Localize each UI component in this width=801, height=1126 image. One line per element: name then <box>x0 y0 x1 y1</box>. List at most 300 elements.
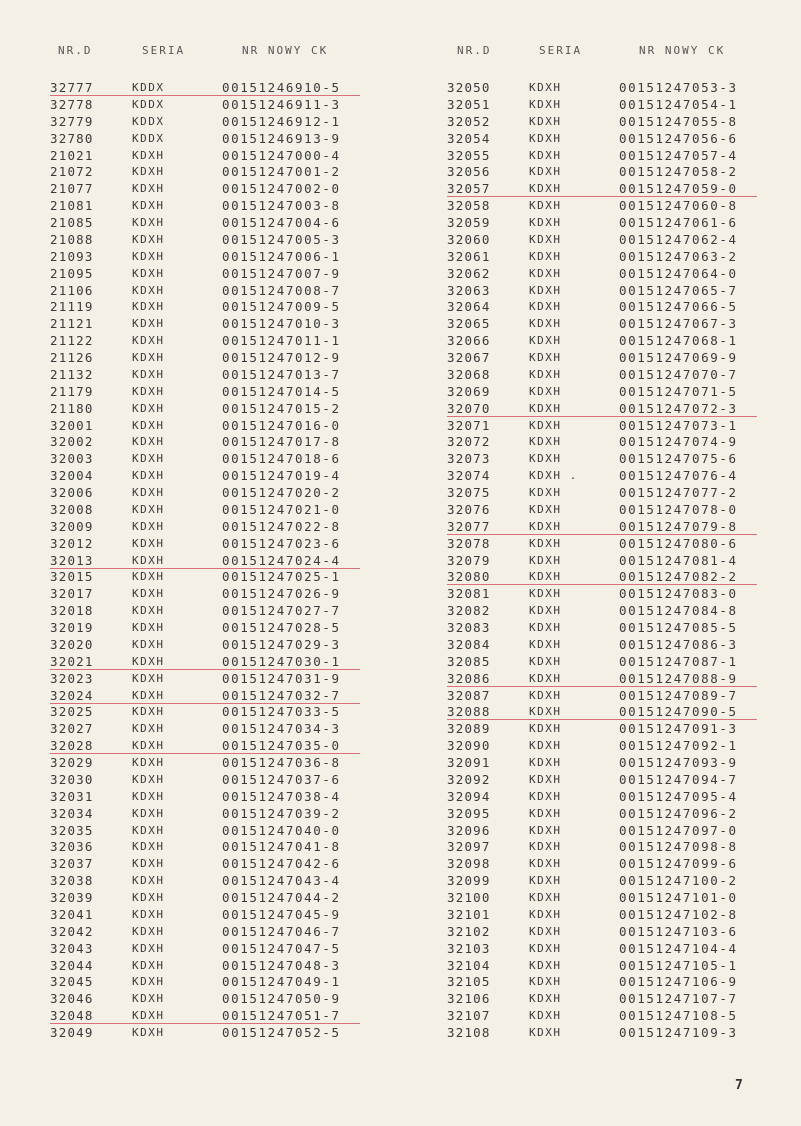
series-code: KDXH <box>132 384 165 398</box>
new-ck-number: 00151247107-7 <box>619 991 738 1007</box>
new-ck-number: 00151247063-2 <box>619 248 738 264</box>
new-ck-number: 00151247004-6 <box>222 215 341 230</box>
record-number: 32008 <box>50 501 94 517</box>
record-number: 32105 <box>447 974 491 990</box>
series-code: KDXH <box>529 216 562 229</box>
record-number: 32060 <box>447 231 491 247</box>
series-code: KDXH <box>529 654 562 668</box>
series-code: KDXH <box>132 519 165 533</box>
new-ck-number: 00151247103-6 <box>619 923 738 939</box>
record-number: 32070 <box>447 400 491 416</box>
record-number: 21081 <box>50 198 94 214</box>
new-ck-number: 00151247038-4 <box>222 788 341 804</box>
series-code: KDXH <box>529 384 562 398</box>
record-number: 32086 <box>447 670 491 686</box>
new-ck-number: 00151247013-7 <box>222 366 341 382</box>
series-code: KDXH <box>529 924 562 938</box>
new-ck-number: 00151247000-4 <box>222 147 341 163</box>
new-ck-number: 00151247064-0 <box>619 265 738 281</box>
record-number: 32009 <box>50 518 94 534</box>
record-number: 32064 <box>447 299 491 315</box>
record-number: 32012 <box>50 535 94 551</box>
series-code: KDXH <box>132 334 165 348</box>
new-ck-number: 00151247046-7 <box>222 923 341 939</box>
series-code: KDXH <box>132 199 165 213</box>
series-code: KDXH <box>132 1026 165 1039</box>
record-number: 32029 <box>50 755 94 770</box>
record-number: 32088 <box>447 704 491 720</box>
series-code: KDXH <box>132 401 165 415</box>
series-code: KDXH <box>529 182 562 196</box>
new-ck-number: 00151247068-1 <box>619 333 738 349</box>
record-number: 21132 <box>50 366 94 382</box>
new-ck-number: 00151247062-4 <box>619 231 738 247</box>
series-code: KDXH <box>132 857 165 871</box>
new-ck-number: 00151247073-1 <box>619 417 738 433</box>
new-ck-number: 00151247104-4 <box>619 940 738 956</box>
series-code: KDXH <box>132 418 165 432</box>
series-code: KDXH <box>132 941 165 955</box>
series-code: KDXH <box>529 131 562 145</box>
series-code: KDXH <box>132 891 165 904</box>
series-code: KDXH <box>132 705 165 719</box>
record-number: 32074 <box>447 468 491 484</box>
series-code: KDXH <box>132 232 165 246</box>
new-ck-number: 00151247078-0 <box>619 501 738 517</box>
record-number: 32779 <box>50 113 94 129</box>
record-number: 21180 <box>50 400 94 416</box>
new-ck-number: 00151247030-1 <box>222 653 341 669</box>
record-number: 32061 <box>447 248 491 264</box>
series-code: KDDX <box>132 114 165 128</box>
new-ck-number: 00151247072-3 <box>619 400 738 416</box>
new-ck-number: 00151247009-5 <box>222 299 341 315</box>
record-number: 32031 <box>50 788 94 804</box>
series-code: KDXH <box>132 604 165 618</box>
series-code: KDXH <box>529 857 562 871</box>
series-code: KDXH <box>132 486 165 499</box>
record-number: 32075 <box>447 485 491 500</box>
new-ck-number: 00151247001-2 <box>222 164 341 180</box>
new-ck-number: 00151247012-9 <box>222 350 341 365</box>
record-number: 21095 <box>50 265 94 281</box>
header-seria: SERIA <box>539 44 583 57</box>
new-ck-number: 00151247014-5 <box>222 383 341 399</box>
record-number: 32087 <box>447 687 491 703</box>
record-number: 32101 <box>447 906 491 922</box>
series-code: KDXH <box>132 570 165 584</box>
series-code: KDXH <box>529 199 562 213</box>
header-nr: NR.D <box>457 44 492 57</box>
new-ck-number: 00151247023-6 <box>222 535 341 551</box>
new-ck-number: 00151247081-4 <box>619 552 738 568</box>
series-code: KDXH <box>529 232 562 246</box>
series-code: KDXH <box>132 772 165 786</box>
series-code: KDXH <box>529 671 562 685</box>
record-number: 32068 <box>447 366 491 382</box>
record-number: 21179 <box>50 383 94 399</box>
series-code: KDXH <box>132 756 165 769</box>
series-code: KDXH <box>132 992 165 1006</box>
record-number: 32079 <box>447 552 491 568</box>
record-number: 32043 <box>50 940 94 956</box>
new-ck-number: 00151247027-7 <box>222 603 341 619</box>
new-ck-number: 00151247074-9 <box>619 434 738 450</box>
record-number: 32018 <box>50 603 94 619</box>
record-number: 32045 <box>50 974 94 990</box>
series-code: KDXH <box>529 165 562 179</box>
record-number: 21021 <box>50 147 94 163</box>
new-ck-number: 00151247100-2 <box>619 873 738 889</box>
new-ck-number: 00151247106-9 <box>619 974 738 990</box>
record-number: 32035 <box>50 822 94 838</box>
new-ck-number: 00151247040-0 <box>222 822 341 838</box>
record-number: 32037 <box>50 856 94 872</box>
new-ck-number: 00151247084-8 <box>619 603 738 619</box>
new-ck-number: 00151247034-3 <box>222 721 341 737</box>
series-code: KDXH <box>529 1009 562 1023</box>
record-number: 32106 <box>447 991 491 1007</box>
record-number: 21093 <box>50 248 94 264</box>
record-number: 32072 <box>447 434 491 450</box>
new-ck-number: 00151247071-5 <box>619 383 738 399</box>
record-number: 32099 <box>447 873 491 889</box>
record-number: 32002 <box>50 434 94 450</box>
new-ck-number: 00151247086-3 <box>619 636 738 652</box>
new-ck-number: 00151247085-5 <box>619 620 738 635</box>
series-code: KDXH <box>132 688 165 702</box>
new-ck-number: 00151247032-7 <box>222 687 341 703</box>
header-nowy: NR NOWY CK <box>242 44 329 57</box>
record-number: 21072 <box>50 164 94 180</box>
record-number: 32056 <box>447 164 491 180</box>
record-number: 32063 <box>447 282 491 298</box>
record-number: 32078 <box>447 535 491 551</box>
new-ck-number: 00151247087-1 <box>619 653 738 669</box>
new-ck-number: 00151247049-1 <box>222 974 341 990</box>
series-code: KDXH <box>529 621 562 634</box>
record-number: 21077 <box>50 181 94 197</box>
record-number: 32049 <box>50 1025 94 1040</box>
series-code: KDXH <box>529 418 562 432</box>
new-ck-number: 00151247048-3 <box>222 957 341 973</box>
series-code: KDXH <box>529 114 562 128</box>
series-code: KDXH <box>132 823 165 837</box>
series-code: KDXH <box>529 688 562 702</box>
series-code: KDXH <box>529 266 562 280</box>
new-ck-number: 00151247061-6 <box>619 215 738 230</box>
new-ck-number: 00151247008-7 <box>222 282 341 298</box>
record-number: 32038 <box>50 873 94 889</box>
new-ck-number: 00151247056-6 <box>619 130 738 146</box>
new-ck-number: 00151247029-3 <box>222 636 341 652</box>
series-code: KDXH <box>529 81 562 94</box>
new-ck-number: 00151247036-8 <box>222 755 341 770</box>
new-ck-number: 00151247096-2 <box>619 805 738 821</box>
series-code: KDXH <box>529 958 562 972</box>
series-code: KDXH <box>132 637 165 651</box>
series-code: KDXH <box>529 840 562 854</box>
series-code: KDXH <box>529 519 562 533</box>
series-code: KDXH <box>529 756 562 769</box>
series-code: KDXH <box>132 469 165 483</box>
record-number: 32041 <box>50 906 94 922</box>
series-code: KDXH <box>132 300 165 314</box>
record-number: 32003 <box>50 451 94 467</box>
new-ck-number: 00151247045-9 <box>222 906 341 922</box>
series-code: KDDX <box>132 131 165 145</box>
series-code: KDDX <box>132 81 165 94</box>
series-code: KDXH <box>132 502 165 516</box>
series-code: KDXH <box>132 553 165 567</box>
series-code: KDXH <box>132 924 165 938</box>
series-code: KDXH <box>132 874 165 888</box>
new-ck-number: 00151247077-2 <box>619 485 738 500</box>
new-ck-number: 00151246911-3 <box>222 96 341 112</box>
record-number: 32069 <box>447 383 491 399</box>
record-number: 32100 <box>447 890 491 905</box>
series-code: KDXH <box>132 621 165 634</box>
new-ck-number: 00151247055-8 <box>619 113 738 129</box>
new-ck-number: 00151247095-4 <box>619 788 738 804</box>
record-number: 21088 <box>50 231 94 247</box>
record-number: 32084 <box>447 636 491 652</box>
new-ck-number: 00151247010-3 <box>222 316 341 332</box>
series-code: KDXH <box>529 992 562 1006</box>
series-code: KDXH <box>132 840 165 854</box>
new-ck-number: 00151246910-5 <box>222 80 341 95</box>
record-number: 32080 <box>447 569 491 585</box>
record-number: 32048 <box>50 1008 94 1024</box>
series-code: KDXH <box>529 587 562 601</box>
record-number: 21122 <box>50 333 94 349</box>
series-code: KDXH <box>132 266 165 280</box>
record-number: 32051 <box>447 96 491 112</box>
series-code: KDXH <box>529 351 562 364</box>
series-code: KDXH <box>529 97 562 111</box>
new-ck-number: 00151247082-2 <box>619 569 738 585</box>
new-ck-number: 00151247092-1 <box>619 738 738 754</box>
record-number: 32780 <box>50 130 94 146</box>
record-number: 32036 <box>50 839 94 855</box>
record-number: 32085 <box>447 653 491 669</box>
series-code: KDXH <box>529 570 562 584</box>
series-code: KDXH <box>529 249 562 263</box>
record-number: 32046 <box>50 991 94 1007</box>
record-number: 32050 <box>447 80 491 95</box>
new-ck-number: 00151247044-2 <box>222 890 341 905</box>
new-ck-number: 00151247088-9 <box>619 670 738 686</box>
record-number: 32067 <box>447 350 491 365</box>
new-ck-number: 00151247050-9 <box>222 991 341 1007</box>
record-number: 32777 <box>50 80 94 95</box>
series-code: KDXH <box>132 654 165 668</box>
record-number: 32025 <box>50 704 94 720</box>
series-code: KDXH <box>529 283 562 297</box>
series-code: KDXH . <box>529 469 578 483</box>
new-ck-number: 00151247098-8 <box>619 839 738 855</box>
new-ck-number: 00151247089-7 <box>619 687 738 703</box>
series-code: KDXH <box>132 587 165 601</box>
record-number: 32108 <box>447 1025 491 1040</box>
new-ck-number: 00151247042-6 <box>222 856 341 872</box>
new-ck-number: 00151247035-0 <box>222 738 341 754</box>
new-ck-number: 00151247026-9 <box>222 586 341 602</box>
new-ck-number: 00151247052-5 <box>222 1025 341 1040</box>
record-number: 32028 <box>50 738 94 754</box>
new-ck-number: 00151247093-9 <box>619 755 738 770</box>
new-ck-number: 00151247047-5 <box>222 940 341 956</box>
new-ck-number: 00151247043-4 <box>222 873 341 889</box>
header-nr: NR.D <box>58 44 93 57</box>
new-ck-number: 00151247003-8 <box>222 198 341 214</box>
record-number: 32102 <box>447 923 491 939</box>
series-code: KDXH <box>529 637 562 651</box>
record-number: 32015 <box>50 569 94 585</box>
series-code: KDXH <box>132 249 165 263</box>
new-ck-number: 00151247057-4 <box>619 147 738 163</box>
new-ck-number: 00151247102-8 <box>619 906 738 922</box>
series-code: KDXH <box>529 907 562 921</box>
record-number: 32076 <box>447 501 491 517</box>
new-ck-number: 00151247066-5 <box>619 299 738 315</box>
series-code: KDXH <box>132 283 165 297</box>
record-number: 32024 <box>50 687 94 703</box>
series-code: KDXH <box>132 367 165 381</box>
new-ck-number: 00151247101-0 <box>619 890 738 905</box>
series-code: KDXH <box>132 739 165 753</box>
record-number: 32042 <box>50 923 94 939</box>
series-code: KDXH <box>529 705 562 719</box>
series-code: KDXH <box>529 401 562 415</box>
new-ck-number: 00151247031-9 <box>222 670 341 686</box>
record-number: 32094 <box>447 788 491 804</box>
record-number: 32103 <box>447 940 491 956</box>
new-ck-number: 00151247065-7 <box>619 282 738 298</box>
record-number: 21126 <box>50 350 94 365</box>
record-number: 21121 <box>50 316 94 332</box>
record-number: 32027 <box>50 721 94 737</box>
series-code: KDXH <box>529 502 562 516</box>
new-ck-number: 00151247007-9 <box>222 265 341 281</box>
record-number: 32058 <box>447 198 491 214</box>
header-seria: SERIA <box>142 44 186 57</box>
new-ck-number: 00151247022-8 <box>222 518 341 534</box>
record-number: 32081 <box>447 586 491 602</box>
record-number: 32097 <box>447 839 491 855</box>
record-number: 32089 <box>447 721 491 737</box>
record-number: 21106 <box>50 282 94 298</box>
record-number: 32013 <box>50 552 94 568</box>
record-number: 32001 <box>50 417 94 433</box>
series-code: KDXH <box>529 486 562 499</box>
series-code: KDXH <box>132 536 165 550</box>
record-number: 32092 <box>447 771 491 787</box>
record-number: 32020 <box>50 636 94 652</box>
new-ck-number: 00151247069-9 <box>619 350 738 365</box>
header-nowy: NR NOWY CK <box>639 44 726 57</box>
record-number: 32082 <box>447 603 491 619</box>
new-ck-number: 00151247083-0 <box>619 586 738 602</box>
new-ck-number: 00151247019-4 <box>222 468 341 484</box>
new-ck-number: 00151247051-7 <box>222 1008 341 1024</box>
record-number: 32077 <box>447 518 491 534</box>
new-ck-number: 00151247097-0 <box>619 822 738 838</box>
new-ck-number: 00151247018-6 <box>222 451 341 467</box>
new-ck-number: 00151246913-9 <box>222 130 341 146</box>
series-code: KDXH <box>529 536 562 550</box>
series-code: KDXH <box>529 722 562 736</box>
series-code: KDXH <box>529 739 562 753</box>
series-code: KDXH <box>529 975 562 989</box>
record-number: 32062 <box>447 265 491 281</box>
record-number: 32034 <box>50 805 94 821</box>
series-code: KDXH <box>529 317 562 331</box>
record-number: 32044 <box>50 957 94 973</box>
record-number: 32104 <box>447 957 491 973</box>
new-ck-number: 00151247011-1 <box>222 333 341 349</box>
record-number: 32071 <box>447 417 491 433</box>
record-number: 32778 <box>50 96 94 112</box>
new-ck-number: 00151247091-3 <box>619 721 738 737</box>
series-code: KDXH <box>132 435 165 449</box>
series-code: KDXH <box>529 452 562 466</box>
new-ck-number: 00151247024-4 <box>222 552 341 568</box>
new-ck-number: 00151247041-8 <box>222 839 341 855</box>
record-number: 32021 <box>50 653 94 669</box>
new-ck-number: 00151247005-3 <box>222 231 341 247</box>
new-ck-number: 00151247094-7 <box>619 771 738 787</box>
new-ck-number: 00151247079-8 <box>619 518 738 534</box>
new-ck-number: 00151247033-5 <box>222 704 341 720</box>
record-number: 32065 <box>447 316 491 332</box>
series-code: KDXH <box>132 722 165 736</box>
series-code: KDXH <box>529 300 562 314</box>
new-ck-number: 00151247090-5 <box>619 704 738 720</box>
series-code: KDXH <box>529 435 562 449</box>
new-ck-number: 00151247002-0 <box>222 181 341 197</box>
series-code: KDXH <box>529 806 562 820</box>
new-ck-number: 00151247020-2 <box>222 485 341 500</box>
record-number: 32098 <box>447 856 491 872</box>
new-ck-number: 00151247054-1 <box>619 96 738 112</box>
record-number: 32057 <box>447 181 491 197</box>
series-code: KDXH <box>132 958 165 972</box>
series-code: KDXH <box>529 553 562 567</box>
new-ck-number: 00151247021-0 <box>222 501 341 517</box>
series-code: KDXH <box>132 1009 165 1023</box>
series-code: KDXH <box>529 1026 562 1039</box>
new-ck-number: 00151247039-2 <box>222 805 341 821</box>
series-code: KDXH <box>132 148 165 162</box>
record-number: 32073 <box>447 451 491 467</box>
series-code: KDXH <box>132 216 165 229</box>
record-number: 32054 <box>447 130 491 146</box>
series-code: KDXH <box>529 772 562 786</box>
new-ck-number: 00151247015-2 <box>222 400 341 416</box>
new-ck-number: 00151247109-3 <box>619 1025 738 1040</box>
record-number: 32107 <box>447 1008 491 1024</box>
series-code: KDXH <box>132 452 165 466</box>
record-number: 32096 <box>447 822 491 838</box>
new-ck-number: 00151247006-1 <box>222 248 341 264</box>
new-ck-number: 00151247099-6 <box>619 856 738 872</box>
series-code: KDXH <box>132 165 165 179</box>
series-code: KDXH <box>132 907 165 921</box>
record-number: 32052 <box>447 113 491 129</box>
record-number: 32030 <box>50 771 94 787</box>
record-number: 32090 <box>447 738 491 754</box>
